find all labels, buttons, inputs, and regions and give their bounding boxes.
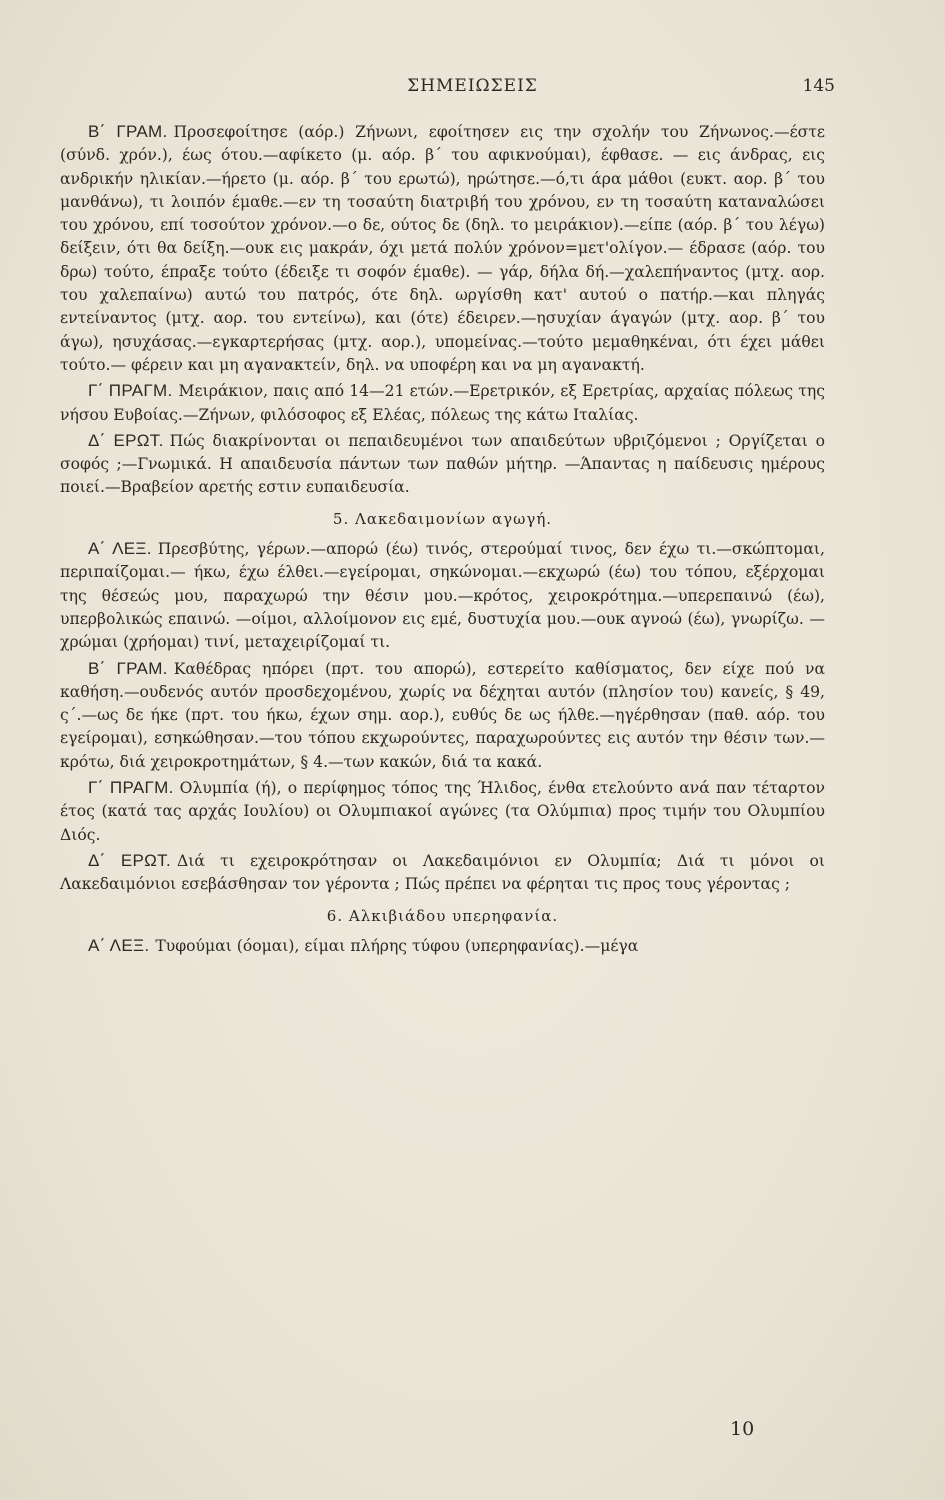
section-title: 6. Αλκιβιάδου υπερηφανία. xyxy=(326,906,559,925)
paragraph-text: Πρεσβύτης, γέρων.—απορώ (έω) τινός, στερούμαί τινος, δεν έχω τι.—σκώπτομαι, περιπαίζομαι.— ήκω, έχω έλθει.—εγείρομαι, σηκώνομαι.—εκχωρώ (έω) του τόπου, εξέρχομαι της θέσεώς μου, παραχωρώ την θέσιν μου.—κρότος, χειροκρότημα.—υπερεπαινώ (έω), υπερβολικώς επαινώ. —οίμοι, αλλοίμονον εις εμέ, δυστυχία μου.—ουκ αγνοώ (έω), γνωρίζω. — χρώμαι (χρήομαι) τινί, μεταχειρίζομαί τι. xyxy=(60,540,825,652)
section-label: Β΄ ΓΡΑΜ. xyxy=(88,122,168,141)
section-title: 5. Λακεδαιμονίων αγωγή. xyxy=(332,509,553,528)
section-label: Δ΄ ΕΡΩΤ. xyxy=(88,850,171,870)
paragraph-grammar xyxy=(60,657,825,774)
section-label: Γ΄ ΠΡΑΓΜ. xyxy=(88,381,173,401)
running-head: ΣΗΜΕΙΩΣΕΙΣ xyxy=(407,76,538,96)
section-label: Γ΄ ΠΡΑΓΜ. xyxy=(88,778,174,798)
section-label: Α΄ ΛΕΞ. xyxy=(88,539,152,559)
paragraph-text: Προσεφοίτησε (αόρ.) Ζήνωνι, εφοίτησεν εις την σχολήν του Ζήνωνος.—έστε (σύνδ. χρόν.), έως ότου.—αφίκετο (μ. αόρ. β΄ του αφικνούμαι), έφθασε. — εις άνδρας, εις ανδρικήν ηλικίαν.—ήρετο (μ. αόρ. β΄ του ερωτώ), ηρώτησε.—ό,τι άρα μάθοι (ευκτ. αορ. β΄ του μανθάνω), τι λοιπόν έμαθε.—εν τη τοσαύτη διατριβή του χρόνου, εν τη τοσαύτη καταναλώσει του χρόνου, επί τοσούτον χρόνον.—ο δε, ούτος δε (δηλ. το μειράκιον).—είπε (αόρ. β΄ του λέγω) δείξειν, ότι θα δείξη.—ουκ εις μακράν, όχι μετά πολύν χρόνον=μετ'ολίγον.— έδρασε (αόρ. του δρω) τούτο, έπραξε τούτο (έδειξε τι σοφόν έμαθε). — γάρ, δήλα δή.—χαλεπήναντος (μτχ. αορ. του χαλεπαίνω) αυτώ του πατρός, ότε δηλ. ωργίσθη κατ' αυτού ο πατήρ.—και πληγάς εντείναντος (μτχ. αορ. του εντείνω), και (ότε) έδειρεν.—ησυχίαν άγαγών (μτχ. αορ. β΄ του άγω), ησυχάσας.—εγκαρτερήσας (μτχ. αορ.), υπομείνας.—τούτο μεμαθηκέναι, ότι έχει μάθει τούτο.— φέρειν και μη αγανακτείν, δηλ. να υποφέρη και να μη αγανακτή. xyxy=(60,123,825,374)
page-number: 145 xyxy=(802,76,835,96)
paragraph-questions xyxy=(60,429,825,500)
paragraph-facts xyxy=(60,379,825,427)
paragraph-text: Τυφούμαι (όομαι), είμαι πλήρης τύφου (υπερηφανίας).—μέγα xyxy=(155,936,639,955)
section-label: Δ΄ ΕΡΩΤ. xyxy=(88,430,164,450)
paragraph-grammar xyxy=(60,120,825,377)
section-label: Α΄ ΛΕΞ. xyxy=(88,935,150,955)
paragraph-vocabulary xyxy=(60,934,825,958)
paragraph-vocabulary xyxy=(60,537,825,654)
signature-mark: 10 xyxy=(730,1418,755,1440)
paragraph-text: Πώς διακρίνονται οι πεπαιδευμένοι των απαιδεύτων υβριζόμενοι ; Οργίζεται ο σοφός ;—Γνωμικά. Η απαιδευσία πάντων των παθών μήτηρ. —Άπαντας η παίδευσις ημέρους ποιεί.—Βραβείον αρετής εστιν ευπαιδευσία. xyxy=(60,431,826,497)
paragraph-text: Μειράκιον, παις από 14—21 ετών.—Ερετρικόν, εξ Ερετρίας, αρχαίας πόλεως της νήσου Ευβοίας.—Ζήνων, φιλόσοφος εξ Ελέας, πόλεως της κάτω Ιταλίας. xyxy=(60,382,825,424)
paragraph-text: Καθέδρας ηπόρει (πρτ. του απορώ), εστερείτο καθίσματος, δεν είχε πού να καθήση.—ουδενός αυτόν προσδεχομένου, χωρίς να δέχηται αυτόν (πλησίον του) κανείς, § 49, ς΄.—ως δε ήκε (πρτ. του ήκω, έχων σημ. αορ.), ευθύς δε ως ήλθε.—ηγέρθησαν (παθ. αόρ. του εγείρομαι), εσηκώθησαν.—του τόπου εκχωρούντες, παραχωρούντες εις αυτόν την θέσιν των.—κρότω, διά χειροκροτημάτων, § 4.—των κακών, διά τα κακά. xyxy=(60,659,825,771)
paragraph-questions xyxy=(60,849,825,897)
paragraph-text: Διά τι εχειροκρότησαν οι Λακεδαιμόνιοι εν Ολυμπία; Διά τι μόνοι οι Λακεδαιμόνιοι εσεβάσθησαν τον γέροντα ; Πώς πρέπει να φέρηται τις προς τους γέροντας ; xyxy=(60,851,825,894)
paragraph-text: Ολυμπία (ή), ο περίφημος τόπος της Ήλιδος, ένθα ετελούντο ανά παν τέταρτον έτος (κατά τας αρχάς Ιουλίου) οι Ολυμπιακοί αγώνες (τα Ολύμπια) προς τιμήν του Ολυμπίου Διός. xyxy=(60,779,826,844)
page-header xyxy=(0,76,945,106)
paragraph-facts xyxy=(60,776,825,847)
section-label: Β΄ ΓΡΑΜ. xyxy=(88,658,168,678)
body-text xyxy=(60,120,825,958)
